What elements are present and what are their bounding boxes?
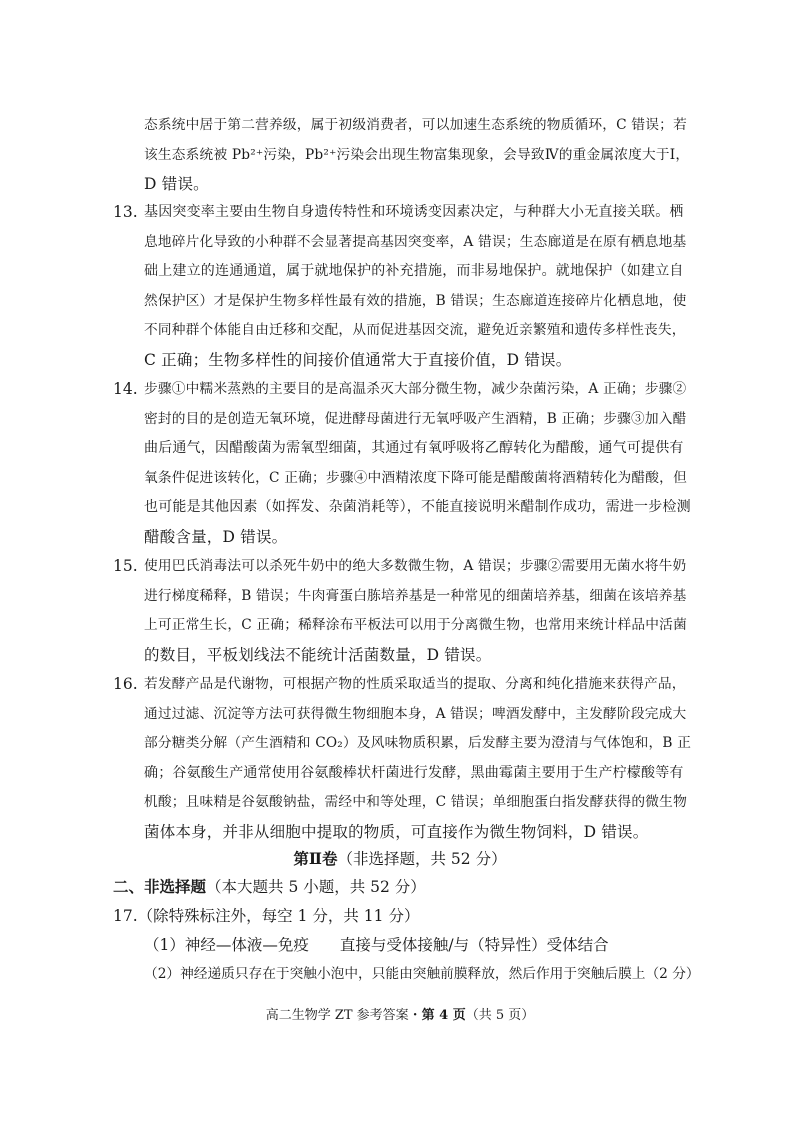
item-line: 确；谷氨酸生产通常使用谷氨酸棒状杆菌进行发酵，黑曲霉菌主要用于生产柠檬酸等有 bbox=[144, 764, 684, 781]
item-line: 若发酵产品是代谢物，可根据产物的性质采取适当的提取、分离和纯化措施来获得产品， bbox=[144, 676, 686, 692]
continuation-paragraph bbox=[144, 111, 692, 200]
item-line: 曲后通气，因醋酸菌为需氧型细菌，其通过有氧呼吸将乙醇转化为醋酸，通气可提供有 bbox=[144, 440, 684, 457]
section-title-bold: 第Ⅱ卷 bbox=[293, 849, 338, 868]
question-17-header: 17.（除特殊标注外，每空 1 分，共 11 分） bbox=[113, 907, 420, 925]
footer-page: 第 4 页 bbox=[421, 1008, 466, 1023]
item-line: 菌体本身，并非从细胞中提取的物质，可直接作为微生物饲料，D 错误。 bbox=[144, 822, 649, 841]
continuation-line: D 错误。 bbox=[144, 175, 209, 194]
item-line: 的数目，平板划线法不能统计活菌数量，D 错误。 bbox=[144, 645, 492, 664]
question-17-line-1: （1）神经—体液—免疫 直接与受体接触/与（特异性）受体结合 bbox=[144, 936, 609, 954]
item-number: 14. bbox=[113, 380, 138, 398]
item-line: C 正确；生物多样性的间接价值通常大于直接价值，D 错误。 bbox=[144, 350, 572, 369]
section-title-rest: （非选择题，共 52 分） bbox=[337, 850, 507, 868]
item-body bbox=[144, 198, 692, 376]
item-line: 机酸；且味精是谷氨酸钠盐，需经中和等处理，C 错误；单细胞蛋白指发酵获得的微生物 bbox=[144, 794, 687, 811]
item-line: 醋酸含量，D 错误。 bbox=[144, 527, 288, 546]
item-line: 氧条件促进该转化，C 正确；步骤④中酒精浓度下降可能是醋酸菌将酒精转化为醋酸，但 bbox=[144, 469, 687, 486]
footer-suffix: （共 5 页） bbox=[465, 1008, 535, 1023]
item-number: 13. bbox=[113, 203, 138, 221]
section-title bbox=[0, 846, 800, 872]
page-footer bbox=[0, 1006, 800, 1026]
item-line: 步骤①中糯米蒸熟的主要目的是高温杀灭大部分微生物，减少杂菌污染，A 正确；步骤② bbox=[144, 381, 687, 397]
item-line: 部分糖类分解（产生酒精和 CO₂）及风味物质积累，后发酵主要为澄清与气体饱和，B 正 bbox=[144, 735, 692, 752]
question-17-line-2: （2）神经递质只存在于突触小泡中，只能由突触前膜释放，然后作用于突触后膜上（2 分） bbox=[144, 966, 700, 982]
footer-prefix: 高二生物学 ZT 参考答案・ bbox=[265, 1008, 422, 1023]
item-line: 使用巴氏消毒法可以杀死牛奶中的绝大多数微生物，A 错误；步骤②需要用无菌水将牛奶 bbox=[144, 558, 687, 574]
item-line: 也可能是其他因素（如挥发、杂菌消耗等），不能直接说明米醋制作成功，需进一步检测 bbox=[144, 499, 691, 516]
item-line: 上可正常生长，C 正确；稀释涂布平板法可以用于分离微生物，也常用来统计样品中活菌 bbox=[144, 617, 687, 634]
item-body bbox=[144, 670, 692, 848]
item-line: 通过过滤、沉淀等方法可获得微生物细胞本身，A 错误；啤酒发酵中，主发酵阶段完成大 bbox=[144, 705, 687, 722]
part-heading-rest: （本大题共 5 小题，共 52 分） bbox=[206, 878, 426, 896]
item-number: 15. bbox=[113, 557, 138, 575]
item-body bbox=[144, 552, 692, 670]
item-line: 密封的目的是创造无氧环境，促进酵母菌进行无氧呼吸产生酒精，B 正确；步骤③加入醋 bbox=[144, 410, 687, 427]
item-line: 础上建立的连通通道，属于就地保护的补充措施，而非易地保护。就地保护（如建立自 bbox=[144, 263, 684, 280]
item-body bbox=[144, 375, 692, 553]
part-heading bbox=[113, 874, 426, 900]
continuation-line: 该生态系统被 Pb²⁺污染，Pb²⁺污染会出现生物富集现象，会导致Ⅳ的重金属浓度大于Ⅰ， bbox=[144, 146, 690, 163]
item-line: 进行梯度稀释，B 错误；牛肉膏蛋白胨培养基是一种常见的细菌培养基，细菌在该培养基 bbox=[144, 587, 687, 604]
item-line: 息地碎片化导致的小种群不会显著提高基因突变率，A 错误；生态廊道是在原有栖息地基 bbox=[144, 233, 687, 250]
item-number: 16. bbox=[113, 675, 138, 693]
item-line: 然保护区）才是保护生物多样性最有效的措施，B 错误；生态廊道连接碎片化栖息地，使 bbox=[144, 292, 687, 309]
continuation-line: 态系统中居于第二营养级，属于初级消费者，可以加速生态系统的物质循环，C 错误；若 bbox=[144, 117, 687, 133]
item-line: 不同种群个体能自由迁移和交配，从而促进基因交流，避免近亲繁殖和遗传多样性丧失， bbox=[144, 322, 686, 339]
part-heading-bold: 二、非选择题 bbox=[113, 877, 207, 896]
item-line: 基因突变率主要由生物自身遗传特性和环境诱变因素决定，与种群大小无直接关联。栖 bbox=[144, 204, 684, 220]
